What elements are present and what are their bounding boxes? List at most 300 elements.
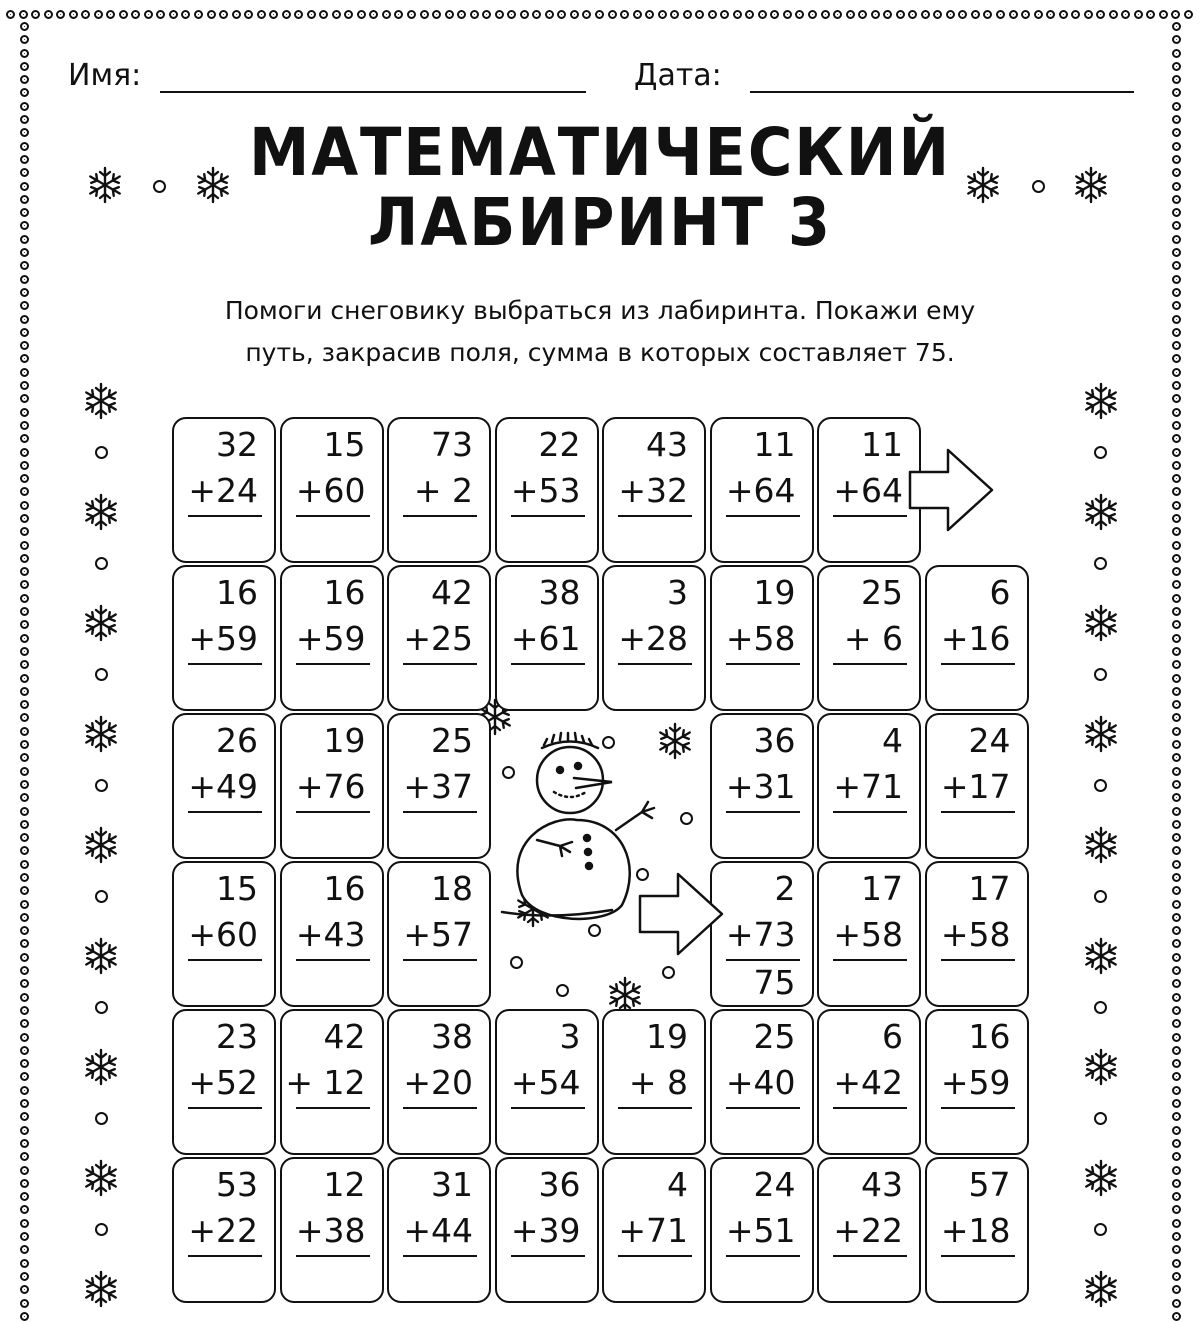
frame-ring-icon xyxy=(1172,1312,1181,1321)
frame-ring-icon xyxy=(20,1259,29,1268)
frame-ring-icon xyxy=(20,208,29,217)
frame-ring-icon xyxy=(1172,807,1181,816)
frame-ring-icon xyxy=(1172,448,1181,457)
frame-ring-icon xyxy=(20,1192,29,1201)
frame-ring-icon xyxy=(745,10,754,19)
frame-ring-icon xyxy=(20,647,29,656)
sum-line xyxy=(296,811,370,813)
frame-ring-icon xyxy=(1172,434,1181,443)
frame-ring-icon xyxy=(1172,793,1181,802)
frame-ring-icon xyxy=(1172,1152,1181,1161)
addend-bottom: +71 xyxy=(618,1211,688,1250)
maze-cell[interactable] xyxy=(925,565,1029,711)
frame-ring-icon xyxy=(1172,381,1181,390)
sum-line xyxy=(726,515,800,517)
date-input-line[interactable] xyxy=(750,91,1134,93)
snowflake-icon xyxy=(82,493,120,531)
frame-ring-icon xyxy=(1172,221,1181,230)
snowflake-icon xyxy=(82,382,120,420)
frame-ring-icon xyxy=(758,10,767,19)
frame-ring-icon xyxy=(1172,1139,1181,1148)
frame-ring-icon xyxy=(983,10,992,19)
frame-ring-icon xyxy=(1184,10,1193,19)
addend-top: 11 xyxy=(753,425,796,464)
maze-cell[interactable] xyxy=(387,861,491,1007)
addend-top: 3 xyxy=(667,573,688,612)
maze-cell[interactable] xyxy=(817,1157,921,1303)
frame-ring-icon xyxy=(394,10,403,19)
frame-ring-icon xyxy=(833,10,842,19)
frame-ring-icon xyxy=(20,1312,29,1321)
frame-ring-icon xyxy=(1172,607,1181,616)
frame-ring-icon xyxy=(1172,408,1181,417)
frame-ring-icon xyxy=(20,1086,29,1095)
frame-ring-icon xyxy=(319,10,328,19)
frame-ring-icon xyxy=(871,10,880,19)
frame-ring-icon xyxy=(344,10,353,19)
snowflake-icon xyxy=(1082,1159,1120,1197)
frame-ring-icon xyxy=(232,10,241,19)
addend-bottom: +22 xyxy=(833,1211,903,1250)
frame-ring-icon xyxy=(720,10,729,19)
instructions-line-1: Помоги снеговику выбраться из лабиринта. Покажи ему xyxy=(224,296,976,325)
maze-cell[interactable] xyxy=(387,1009,491,1155)
frame-ring-icon xyxy=(20,221,29,230)
addend-bottom: +52 xyxy=(188,1063,258,1102)
addend-bottom: +58 xyxy=(940,915,1011,954)
frame-ring-icon xyxy=(532,10,541,19)
addend-bottom: +54 xyxy=(510,1063,581,1102)
frame-ring-icon xyxy=(1172,35,1181,44)
maze-cell[interactable] xyxy=(387,1157,491,1303)
frame-ring-icon xyxy=(1172,674,1181,683)
maze-cell[interactable] xyxy=(172,713,276,859)
addend-bottom: +28 xyxy=(618,619,688,658)
sum-line xyxy=(296,1107,370,1109)
instructions xyxy=(100,290,1100,374)
snowflake-icon xyxy=(1082,715,1120,753)
frame-ring-icon xyxy=(1172,1192,1181,1201)
maze-cell[interactable] xyxy=(817,1009,921,1155)
circle-dot-icon xyxy=(1094,668,1107,681)
frame-ring-icon xyxy=(1172,594,1181,603)
frame-ring-icon xyxy=(20,926,29,935)
sum-line xyxy=(403,663,477,665)
frame-ring-icon xyxy=(858,10,867,19)
maze-cell[interactable] xyxy=(387,565,491,711)
frame-ring-icon xyxy=(1172,128,1181,137)
frame-ring-icon xyxy=(958,10,967,19)
addend-bottom: +17 xyxy=(940,767,1011,806)
maze-cell[interactable] xyxy=(710,1009,814,1155)
frame-ring-icon xyxy=(20,315,29,324)
snowflake-icon xyxy=(1082,826,1120,864)
snowflake-icon xyxy=(86,166,124,204)
frame-ring-icon xyxy=(20,408,29,417)
snowflake-icon xyxy=(82,1270,120,1308)
addend-top: 42 xyxy=(323,1017,366,1056)
circle-dot-icon xyxy=(95,446,108,459)
frame-ring-icon xyxy=(1172,926,1181,935)
frame-ring-icon xyxy=(20,381,29,390)
addend-top: 17 xyxy=(861,869,903,908)
frame-ring-icon xyxy=(1034,10,1043,19)
frame-ring-icon xyxy=(1172,514,1181,523)
frame-ring-icon xyxy=(1172,1245,1181,1254)
frame-ring-icon xyxy=(1172,687,1181,696)
frame-ring-icon xyxy=(1172,315,1181,324)
addend-top: 25 xyxy=(753,1017,796,1056)
addend-bottom: +53 xyxy=(510,471,581,510)
maze-cell[interactable] xyxy=(710,861,814,1007)
addend-top: 11 xyxy=(861,425,903,464)
addend-top: 42 xyxy=(431,573,473,612)
frame-ring-icon xyxy=(1071,10,1080,19)
sum-line xyxy=(511,515,585,517)
frame-ring-icon xyxy=(20,1072,29,1081)
addend-top: 26 xyxy=(216,721,258,760)
frame-ring-icon xyxy=(20,1179,29,1188)
sum-line xyxy=(833,663,907,665)
frame-ring-icon xyxy=(19,10,28,19)
maze-cell[interactable] xyxy=(817,861,921,1007)
snowflake-icon xyxy=(82,604,120,642)
frame-ring-icon xyxy=(244,10,253,19)
addend-bottom: +24 xyxy=(188,471,258,510)
addend-top: 43 xyxy=(861,1165,903,1204)
maze-cell[interactable] xyxy=(495,565,599,711)
frame-ring-icon xyxy=(106,10,115,19)
addend-top: 53 xyxy=(216,1165,258,1204)
frame-ring-icon xyxy=(20,1272,29,1281)
frame-ring-icon xyxy=(933,10,942,19)
frame-ring-icon xyxy=(219,10,228,19)
sum-result: 75 xyxy=(753,963,796,1002)
frame-ring-icon xyxy=(1172,953,1181,962)
frame-ring-icon xyxy=(20,168,29,177)
addend-bottom: +37 xyxy=(403,767,473,806)
frame-ring-icon xyxy=(1172,102,1181,111)
frame-ring-icon xyxy=(1172,487,1181,496)
sum-line xyxy=(726,663,800,665)
maze-cell[interactable] xyxy=(280,1157,384,1303)
maze-cell[interactable] xyxy=(925,713,1029,859)
frame-ring-icon xyxy=(1172,913,1181,922)
frame-ring-icon xyxy=(20,1219,29,1228)
frame-ring-icon xyxy=(20,594,29,603)
frame-ring-icon xyxy=(1172,474,1181,483)
frame-ring-icon xyxy=(1172,780,1181,789)
frame-ring-icon xyxy=(1172,49,1181,58)
frame-ring-icon xyxy=(20,328,29,337)
frame-ring-icon xyxy=(770,10,779,19)
maze-cell[interactable] xyxy=(602,565,706,711)
addend-bottom: +58 xyxy=(725,619,796,658)
frame-ring-icon xyxy=(608,10,617,19)
addend-top: 18 xyxy=(431,869,473,908)
frame-ring-icon xyxy=(131,10,140,19)
maze-cell[interactable] xyxy=(495,1157,599,1303)
maze-cell[interactable] xyxy=(710,565,814,711)
maze-cell[interactable] xyxy=(172,1157,276,1303)
frame-ring-icon xyxy=(20,248,29,257)
frame-ring-icon xyxy=(20,753,29,762)
maze-cell[interactable] xyxy=(602,1009,706,1155)
sum-line xyxy=(188,663,262,665)
frame-ring-icon xyxy=(20,448,29,457)
name-input-line[interactable] xyxy=(160,91,586,93)
frame-ring-icon xyxy=(1172,993,1181,1002)
frame-ring-icon xyxy=(20,22,29,31)
circle-dot-icon xyxy=(1094,890,1107,903)
frame-ring-icon xyxy=(20,780,29,789)
frame-ring-icon xyxy=(20,182,29,191)
frame-ring-icon xyxy=(1172,1019,1181,1028)
frame-ring-icon xyxy=(545,10,554,19)
addend-bottom: +73 xyxy=(725,915,796,954)
sum-line xyxy=(833,811,907,813)
frame-ring-icon xyxy=(20,1006,29,1015)
maze-cell[interactable] xyxy=(172,861,276,1007)
frame-ring-icon xyxy=(1172,1232,1181,1241)
frame-ring-icon xyxy=(20,155,29,164)
addend-bottom: +25 xyxy=(403,619,473,658)
circle-dot-icon xyxy=(95,1001,108,1014)
sum-line xyxy=(941,959,1015,961)
sum-line xyxy=(726,1255,800,1257)
frame-ring-icon xyxy=(1172,753,1181,762)
addend-bottom: +64 xyxy=(725,471,796,510)
maze-cell[interactable] xyxy=(710,417,814,563)
addend-top: 15 xyxy=(216,869,258,908)
maze-cell[interactable] xyxy=(495,1009,599,1155)
maze-cell[interactable] xyxy=(280,713,384,859)
frame-ring-icon xyxy=(20,979,29,988)
frame-border-top xyxy=(6,6,1194,22)
addend-top: 22 xyxy=(538,425,581,464)
addend-top: 25 xyxy=(431,721,473,760)
addend-bottom: +38 xyxy=(295,1211,366,1250)
frame-ring-icon xyxy=(595,10,604,19)
addend-bottom: +18 xyxy=(940,1211,1011,1250)
frame-ring-icon xyxy=(1172,860,1181,869)
frame-ring-icon xyxy=(20,474,29,483)
frame-ring-icon xyxy=(1172,328,1181,337)
frame-ring-icon xyxy=(1172,1179,1181,1188)
frame-ring-icon xyxy=(1172,620,1181,629)
frame-ring-icon xyxy=(1172,155,1181,164)
maze-cell[interactable] xyxy=(602,1157,706,1303)
maze-cell[interactable] xyxy=(387,713,491,859)
frame-ring-icon xyxy=(1121,10,1130,19)
addend-top: 15 xyxy=(323,425,366,464)
snowflake-icon xyxy=(82,715,120,753)
frame-ring-icon xyxy=(20,235,29,244)
frame-ring-icon xyxy=(1172,820,1181,829)
addend-bottom: +39 xyxy=(510,1211,581,1250)
addend-top: 38 xyxy=(431,1017,473,1056)
addend-bottom: + 12 xyxy=(285,1063,366,1102)
frame-ring-icon xyxy=(1172,527,1181,536)
frame-ring-icon xyxy=(1134,10,1143,19)
frame-ring-icon xyxy=(457,10,466,19)
maze-cell[interactable] xyxy=(710,713,814,859)
frame-ring-icon xyxy=(20,354,29,363)
addend-top: 6 xyxy=(989,573,1011,612)
sum-line xyxy=(618,1255,692,1257)
sum-line xyxy=(511,1107,585,1109)
frame-ring-icon xyxy=(20,1285,29,1294)
frame-ring-icon xyxy=(1172,115,1181,124)
frame-ring-icon xyxy=(683,10,692,19)
addend-bottom: +71 xyxy=(833,767,903,806)
frame-ring-icon xyxy=(20,195,29,204)
frame-ring-icon xyxy=(20,953,29,962)
addend-bottom: +58 xyxy=(833,915,903,954)
maze-cell[interactable] xyxy=(280,861,384,1007)
maze-cell[interactable] xyxy=(925,1009,1029,1155)
snowflake-icon xyxy=(1082,937,1120,975)
frame-ring-icon xyxy=(20,620,29,629)
frame-ring-icon xyxy=(20,740,29,749)
frame-ring-icon xyxy=(20,527,29,536)
maze-cell[interactable] xyxy=(172,417,276,563)
maze-cell[interactable] xyxy=(925,861,1029,1007)
addend-top: 6 xyxy=(882,1017,903,1056)
addend-top: 16 xyxy=(323,869,366,908)
circle-dot-icon xyxy=(1094,779,1107,792)
addend-bottom: +61 xyxy=(510,619,581,658)
frame-ring-icon xyxy=(20,1019,29,1028)
circle-dot-icon xyxy=(95,1112,108,1125)
frame-ring-icon xyxy=(1172,713,1181,722)
frame-ring-icon xyxy=(1172,501,1181,510)
addend-bottom: +16 xyxy=(940,619,1011,658)
frame-ring-icon xyxy=(1172,341,1181,350)
frame-ring-icon xyxy=(420,10,429,19)
frame-ring-icon xyxy=(1172,75,1181,84)
circle-dot-icon xyxy=(1094,1001,1107,1014)
maze-cell[interactable] xyxy=(280,417,384,563)
maze-cell[interactable] xyxy=(925,1157,1029,1303)
frame-ring-icon xyxy=(582,10,591,19)
frame-ring-icon xyxy=(1172,1046,1181,1055)
frame-ring-icon xyxy=(1172,208,1181,217)
frame-ring-icon xyxy=(946,10,955,19)
sum-line xyxy=(296,663,370,665)
frame-ring-icon xyxy=(1172,873,1181,882)
sum-line xyxy=(618,663,692,665)
addend-top: 24 xyxy=(968,721,1011,760)
maze-cell[interactable] xyxy=(387,417,491,563)
frame-ring-icon xyxy=(1172,554,1181,563)
frame-ring-icon xyxy=(407,10,416,19)
addend-bottom: +40 xyxy=(725,1063,796,1102)
maze-cell[interactable] xyxy=(817,713,921,859)
sum-line xyxy=(403,1107,477,1109)
frame-ring-icon xyxy=(1172,261,1181,270)
addend-bottom: +59 xyxy=(940,1063,1011,1102)
addend-top: 23 xyxy=(216,1017,258,1056)
frame-ring-icon xyxy=(620,10,629,19)
sum-line xyxy=(296,515,370,517)
frame-ring-icon xyxy=(20,554,29,563)
maze-cell[interactable] xyxy=(495,417,599,563)
frame-ring-icon xyxy=(846,10,855,19)
frame-ring-icon xyxy=(783,10,792,19)
frame-ring-icon xyxy=(1046,10,1055,19)
sum-line xyxy=(511,663,585,665)
header-fields xyxy=(68,58,1134,98)
frame-ring-icon xyxy=(670,10,679,19)
frame-ring-icon xyxy=(20,674,29,683)
frame-ring-icon xyxy=(20,993,29,1002)
frame-ring-icon xyxy=(1172,939,1181,948)
frame-ring-icon xyxy=(645,10,654,19)
maze-cell[interactable] xyxy=(817,565,921,711)
arrow-right-icon xyxy=(638,872,724,956)
frame-ring-icon xyxy=(1172,62,1181,71)
frame-ring-icon xyxy=(1172,354,1181,363)
frame-ring-icon xyxy=(633,10,642,19)
snowflake-icon xyxy=(1082,1270,1120,1308)
circle-dot-icon xyxy=(95,1223,108,1236)
addend-top: 25 xyxy=(861,573,903,612)
maze-cell[interactable] xyxy=(172,1009,276,1155)
frame-ring-icon xyxy=(1172,1285,1181,1294)
snowflake-icon xyxy=(1082,493,1120,531)
frame-ring-icon xyxy=(20,1205,29,1214)
frame-ring-icon xyxy=(1172,1059,1181,1068)
maze-cell[interactable] xyxy=(172,565,276,711)
frame-ring-icon xyxy=(20,142,29,151)
sum-line xyxy=(833,1255,907,1257)
frame-ring-icon xyxy=(1172,740,1181,749)
frame-ring-icon xyxy=(1172,88,1181,97)
circle-dot-icon xyxy=(1094,557,1107,570)
sum-line xyxy=(188,515,262,517)
sum-line xyxy=(188,959,262,961)
frame-ring-icon xyxy=(194,10,203,19)
frame-ring-icon xyxy=(20,820,29,829)
frame-ring-icon xyxy=(1172,767,1181,776)
frame-ring-icon xyxy=(1159,10,1168,19)
frame-ring-icon xyxy=(1009,10,1018,19)
addend-bottom: +22 xyxy=(188,1211,258,1250)
sum-line xyxy=(188,1255,262,1257)
frame-ring-icon xyxy=(1172,900,1181,909)
frame-ring-icon xyxy=(1172,567,1181,576)
frame-ring-icon xyxy=(20,607,29,616)
addend-top: 12 xyxy=(323,1165,366,1204)
maze-cell[interactable] xyxy=(602,417,706,563)
frame-ring-icon xyxy=(470,10,479,19)
frame-ring-icon xyxy=(20,1033,29,1042)
snowflake-icon xyxy=(1082,604,1120,642)
frame-ring-icon xyxy=(20,128,29,137)
frame-ring-icon xyxy=(369,10,378,19)
maze-cell[interactable] xyxy=(817,417,921,563)
addend-bottom: +43 xyxy=(295,915,366,954)
addend-top: 32 xyxy=(216,425,258,464)
maze-cell[interactable] xyxy=(280,565,384,711)
frame-ring-icon xyxy=(1172,1219,1181,1228)
snowflake-icon xyxy=(964,166,1002,204)
maze-cell[interactable] xyxy=(280,1009,384,1155)
frame-ring-icon xyxy=(1172,195,1181,204)
maze-cell[interactable] xyxy=(710,1157,814,1303)
frame-ring-icon xyxy=(20,514,29,523)
